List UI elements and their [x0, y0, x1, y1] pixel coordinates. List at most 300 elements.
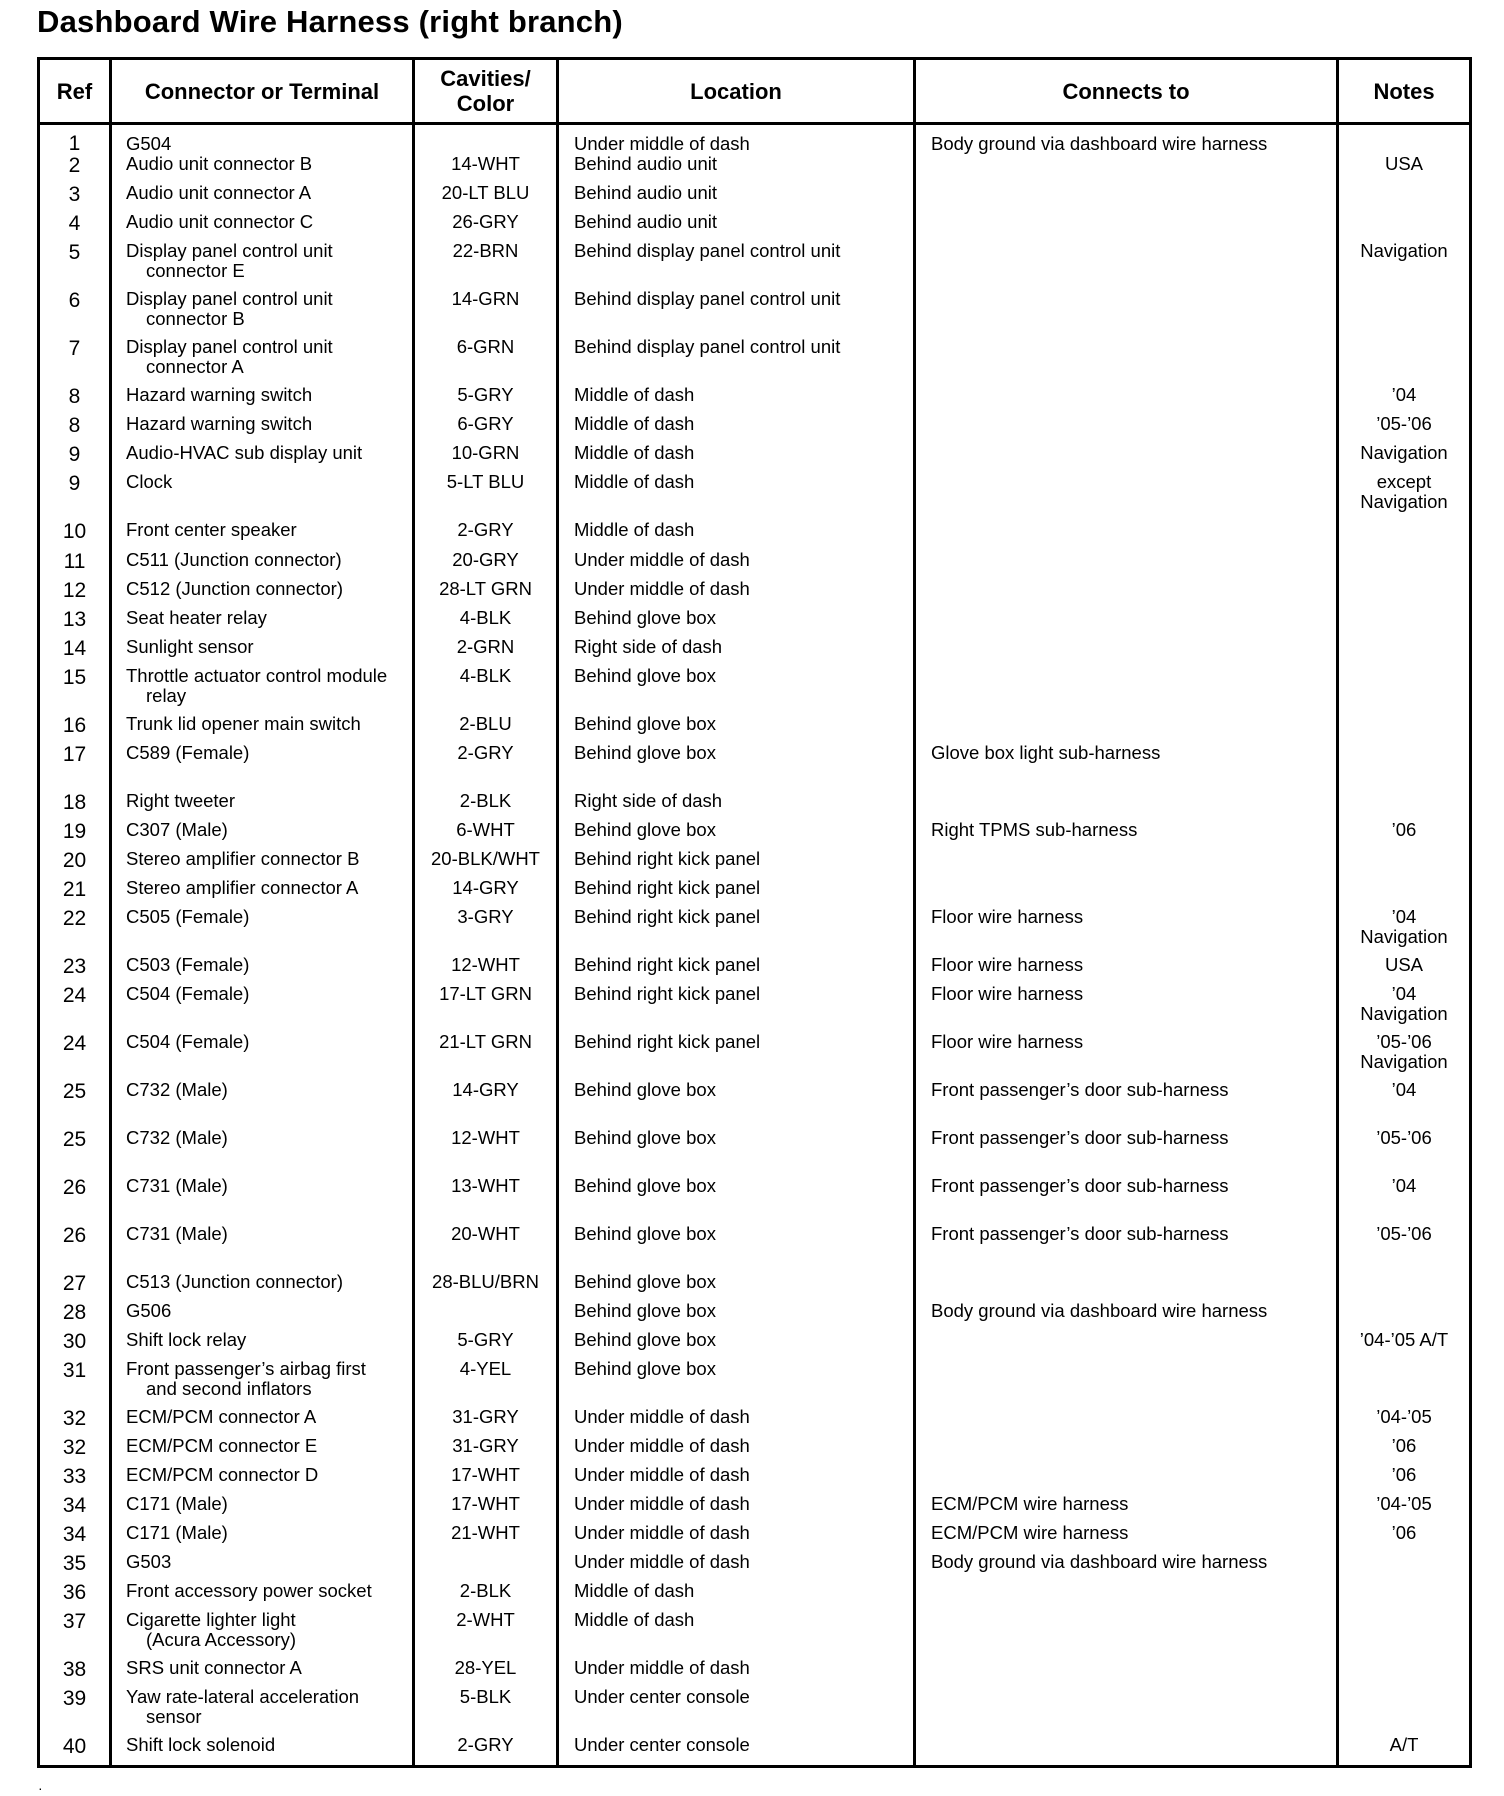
cell-cavities-color: 2-BLK: [414, 1581, 558, 1610]
connector-text-line: C512 (Junction connector): [126, 578, 343, 599]
cell-connector: [111, 385, 414, 414]
cell-cavities-color: 31-GRY: [414, 1407, 558, 1436]
cell-ref: 14: [39, 637, 111, 666]
cell-cavities-color: 28-BLU/BRN: [414, 1272, 558, 1301]
notes-text-line: Navigation: [1360, 491, 1448, 512]
cell-connector: [111, 337, 414, 385]
cell-cavities-color: 20-LT BLU: [414, 183, 558, 212]
table-row: [39, 183, 1471, 212]
cell-cavities-color: 5-GRY: [414, 385, 558, 414]
cell-notes: [1338, 1080, 1471, 1128]
notes-text-line: USA: [1384, 954, 1424, 975]
notes-text-line: Navigation: [1360, 1051, 1448, 1072]
cell-ref: 33: [39, 1465, 111, 1494]
cell-cavities-color: 2-WHT: [414, 1610, 558, 1658]
cell-location: Behind display panel control unit: [558, 241, 915, 289]
cell-ref: 9: [39, 443, 111, 472]
cell-connector: [111, 714, 414, 743]
cell-connector: [111, 472, 414, 520]
table-row: [39, 385, 1471, 414]
table-row: [39, 1610, 1471, 1658]
harness-table: [37, 57, 1472, 1768]
cell-cavities-color: 3-GRY: [414, 907, 558, 955]
cell-connects-to: [915, 154, 1338, 183]
cell-cavities-color: 2-GRY: [414, 743, 558, 791]
cell-location: Behind display panel control unit: [558, 337, 915, 385]
cell-cavities-color: 6-GRN: [414, 337, 558, 385]
connector-text-line: connector B: [146, 308, 245, 329]
connector-text-line: Clock: [126, 471, 173, 492]
cell-connects-to: [915, 1687, 1338, 1735]
cell-notes: [1338, 637, 1471, 666]
table-row: [39, 1359, 1471, 1407]
cell-connects-to: Body ground via dashboard wire harness: [915, 124, 1338, 155]
cell-ref: 40: [39, 1735, 111, 1767]
table-row: [39, 212, 1471, 241]
cell-ref: 6: [39, 289, 111, 337]
cell-connector: [111, 212, 414, 241]
table-row: [39, 289, 1471, 337]
cell-connector: [111, 1581, 414, 1610]
cell-connector: [111, 124, 414, 155]
cell-notes: [1338, 1581, 1471, 1610]
cell-connector: [111, 1224, 414, 1272]
cell-location: Middle of dash: [558, 1581, 915, 1610]
cell-notes: [1338, 579, 1471, 608]
connector-text-line: Audio-HVAC sub display unit: [126, 442, 363, 463]
cell-connector: [111, 1330, 414, 1359]
cell-location: Behind right kick panel: [558, 878, 915, 907]
notes-text-line: ’05-’06: [1376, 1031, 1432, 1052]
notes-text-line: Navigation: [1360, 926, 1448, 947]
cell-ref: 38: [39, 1658, 111, 1687]
table-row: [39, 820, 1471, 849]
cell-notes: [1338, 241, 1471, 289]
cell-location: Under center console: [558, 1687, 915, 1735]
table-row: [39, 714, 1471, 743]
cell-notes: [1338, 791, 1471, 820]
connector-text-line: Display panel control unit: [126, 336, 333, 357]
cell-ref: 22: [39, 907, 111, 955]
cell-connector: [111, 878, 414, 907]
cell-connects-to: [915, 337, 1338, 385]
table-row: [39, 1032, 1471, 1080]
cell-notes: [1338, 1407, 1471, 1436]
cell-cavities-color: 2-GRY: [414, 1735, 558, 1767]
cell-cavities-color: 5-LT BLU: [414, 472, 558, 520]
header-cavities: [414, 59, 558, 124]
cell-connector: [111, 241, 414, 289]
cell-connector: [111, 550, 414, 579]
cell-notes: [1338, 878, 1471, 907]
cell-location: Under middle of dash: [558, 550, 915, 579]
connector-text-line: C504 (Female): [126, 1031, 250, 1052]
table-row: [39, 1581, 1471, 1610]
notes-text-line: ’04-’05: [1376, 1493, 1432, 1514]
cell-location: Right side of dash: [558, 637, 915, 666]
header-cavities-line1: Cavities/: [440, 66, 531, 91]
cell-connects-to: [915, 241, 1338, 289]
connector-text-line: C503 (Female): [126, 954, 250, 975]
notes-text-line: ’04-’05: [1376, 1406, 1432, 1427]
cell-connector: [111, 666, 414, 714]
cell-cavities-color: 4-BLK: [414, 666, 558, 714]
connector-text-line: (Acura Accessory): [146, 1629, 297, 1650]
cell-ref: 25: [39, 1128, 111, 1176]
table-row: [39, 1494, 1471, 1523]
connector-text-line: Display panel control unit: [126, 288, 333, 309]
table-row: [39, 1523, 1471, 1552]
cell-connector: [111, 637, 414, 666]
cell-notes: [1338, 1735, 1471, 1767]
cell-connects-to: [915, 791, 1338, 820]
cell-location: Middle of dash: [558, 414, 915, 443]
cell-cavities-color: 2-GRY: [414, 520, 558, 550]
cell-connector: [111, 520, 414, 550]
cell-ref: 34: [39, 1494, 111, 1523]
connector-text-line: Seat heater relay: [126, 607, 267, 628]
connector-text-line: G504: [126, 133, 172, 154]
cell-notes: [1338, 385, 1471, 414]
cell-cavities-color: 21-WHT: [414, 1523, 558, 1552]
notes-text-line: except: [1376, 471, 1432, 492]
cell-notes: [1338, 1523, 1471, 1552]
cell-connects-to: [915, 1436, 1338, 1465]
cell-cavities-color: 2-GRN: [414, 637, 558, 666]
cell-location: Behind glove box: [558, 1128, 915, 1176]
cell-connects-to: [915, 878, 1338, 907]
cell-location: Behind glove box: [558, 743, 915, 791]
cell-connector: [111, 1272, 414, 1301]
cell-connects-to: [915, 1581, 1338, 1610]
cell-connector: [111, 414, 414, 443]
cell-cavities-color: 20-WHT: [414, 1224, 558, 1272]
table-row: [39, 743, 1471, 791]
cell-ref: 20: [39, 849, 111, 878]
cell-cavities-color: 4-BLK: [414, 608, 558, 637]
table-row: [39, 1552, 1471, 1581]
table-row: [39, 1735, 1471, 1767]
connector-text-line: Audio unit connector C: [126, 211, 314, 232]
cell-location: Under middle of dash: [558, 124, 915, 155]
cell-connects-to: [915, 666, 1338, 714]
cell-notes: [1338, 183, 1471, 212]
notes-text-line: ’04: [1391, 1079, 1417, 1100]
notes-text-line: ’04-’05 A/T: [1359, 1329, 1449, 1350]
table-row: [39, 955, 1471, 984]
cell-notes: [1338, 1032, 1471, 1080]
cell-ref: 12: [39, 579, 111, 608]
cell-location: Behind glove box: [558, 1080, 915, 1128]
table-row: [39, 1128, 1471, 1176]
header-notes: Notes: [1338, 59, 1471, 124]
cell-cavities-color: 10-GRN: [414, 443, 558, 472]
cell-ref: 25: [39, 1080, 111, 1128]
cell-notes: [1338, 520, 1471, 550]
cell-connector: [111, 1658, 414, 1687]
cell-connector: [111, 1128, 414, 1176]
cell-connects-to: [915, 1465, 1338, 1494]
cell-location: Under middle of dash: [558, 1436, 915, 1465]
cell-cavities-color: 21-LT GRN: [414, 1032, 558, 1080]
cell-location: Middle of dash: [558, 520, 915, 550]
connector-text-line: Audio unit connector B: [126, 153, 313, 174]
table-row: [39, 791, 1471, 820]
cell-connects-to: Glove box light sub-harness: [915, 743, 1338, 791]
connector-text-line: Yaw rate-lateral acceleration: [126, 1686, 360, 1707]
cell-location: Behind glove box: [558, 1359, 915, 1407]
cell-connects-to: Body ground via dashboard wire harness: [915, 1552, 1338, 1581]
cell-notes: [1338, 608, 1471, 637]
page-corner-mark: ·: [38, 1780, 43, 1796]
cell-cavities-color: 14-GRN: [414, 289, 558, 337]
cell-location: Under center console: [558, 1735, 915, 1767]
connector-text-line: Cigarette lighter light: [126, 1609, 296, 1630]
table-row: [39, 472, 1471, 520]
connector-text-line: Front center speaker: [126, 519, 297, 540]
cell-connector: [111, 1301, 414, 1330]
connector-text-line: C732 (Male): [126, 1127, 228, 1148]
cell-ref: 35: [39, 1552, 111, 1581]
table-row: [39, 1224, 1471, 1272]
cell-ref: 1: [39, 124, 111, 155]
cell-connector: [111, 820, 414, 849]
cell-ref: 5: [39, 241, 111, 289]
connector-text-line: Front passenger’s airbag first: [126, 1358, 366, 1379]
cell-notes: [1338, 1465, 1471, 1494]
cell-cavities-color: 5-GRY: [414, 1330, 558, 1359]
cell-ref: 10: [39, 520, 111, 550]
cell-cavities-color: 13-WHT: [414, 1176, 558, 1224]
connector-text-line: Hazard warning switch: [126, 413, 313, 434]
cell-ref: 26: [39, 1176, 111, 1224]
connector-text-line: ECM/PCM connector A: [126, 1406, 317, 1427]
cell-location: Behind glove box: [558, 1301, 915, 1330]
cell-notes: [1338, 289, 1471, 337]
cell-location: Behind glove box: [558, 714, 915, 743]
table-row: [39, 154, 1471, 183]
cell-ref: 19: [39, 820, 111, 849]
cell-ref: 32: [39, 1407, 111, 1436]
connector-text-line: relay: [146, 685, 187, 706]
cell-notes: [1338, 1552, 1471, 1581]
table-row: [39, 849, 1471, 878]
cell-location: Under middle of dash: [558, 1494, 915, 1523]
cell-connector: [111, 1494, 414, 1523]
cell-connects-to: ECM/PCM wire harness: [915, 1494, 1338, 1523]
cell-connects-to: [915, 414, 1338, 443]
cell-location: Behind audio unit: [558, 183, 915, 212]
cell-cavities-color: 12-WHT: [414, 955, 558, 984]
cell-ref: 32: [39, 1436, 111, 1465]
cell-cavities-color: 2-BLK: [414, 791, 558, 820]
cell-location: Under middle of dash: [558, 1523, 915, 1552]
cell-connector: [111, 154, 414, 183]
cell-notes: [1338, 1494, 1471, 1523]
connector-text-line: C171 (Male): [126, 1522, 228, 1543]
cell-notes: [1338, 443, 1471, 472]
cell-connector: [111, 984, 414, 1032]
cell-cavities-color: 17-LT GRN: [414, 984, 558, 1032]
cell-ref: 16: [39, 714, 111, 743]
cell-notes: [1338, 820, 1471, 849]
cell-notes: [1338, 154, 1471, 183]
cell-location: Behind glove box: [558, 1272, 915, 1301]
cell-cavities-color: 4-YEL: [414, 1359, 558, 1407]
cell-connector: [111, 1080, 414, 1128]
cell-notes: [1338, 743, 1471, 791]
cell-notes: [1338, 212, 1471, 241]
cell-connects-to: [915, 579, 1338, 608]
cell-cavities-color: 17-WHT: [414, 1494, 558, 1523]
cell-ref: 13: [39, 608, 111, 637]
cell-cavities-color: [414, 124, 558, 155]
connector-text-line: connector E: [146, 260, 245, 281]
cell-location: Behind right kick panel: [558, 955, 915, 984]
cell-connects-to: [915, 1330, 1338, 1359]
notes-text-line: ’05-’06: [1376, 1223, 1432, 1244]
cell-connects-to: [915, 637, 1338, 666]
cell-connector: [111, 1407, 414, 1436]
connector-text-line: SRS unit connector A: [126, 1657, 302, 1678]
cell-ref: 4: [39, 212, 111, 241]
cell-connector: [111, 1523, 414, 1552]
notes-text-line: A/T: [1389, 1734, 1419, 1755]
cell-location: Behind right kick panel: [558, 907, 915, 955]
connector-text-line: C505 (Female): [126, 906, 250, 927]
cell-ref: 2: [39, 154, 111, 183]
connector-text-line: C511 (Junction connector): [126, 549, 342, 570]
cell-connects-to: Floor wire harness: [915, 907, 1338, 955]
cell-cavities-color: 14-WHT: [414, 154, 558, 183]
notes-text-line: ’04: [1391, 1175, 1417, 1196]
cell-location: Behind audio unit: [558, 154, 915, 183]
table-row: [39, 124, 1471, 155]
cell-connector: [111, 1687, 414, 1735]
cell-notes: [1338, 1224, 1471, 1272]
table-row: [39, 1658, 1471, 1687]
cell-ref: 28: [39, 1301, 111, 1330]
cell-connector: [111, 579, 414, 608]
cell-location: Middle of dash: [558, 443, 915, 472]
cell-location: Behind right kick panel: [558, 849, 915, 878]
cell-location: Under middle of dash: [558, 1658, 915, 1687]
connector-text-line: C732 (Male): [126, 1079, 228, 1100]
cell-ref: 11: [39, 550, 111, 579]
connector-text-line: Display panel control unit: [126, 240, 333, 261]
table-row: [39, 520, 1471, 550]
cell-cavities-color: [414, 1552, 558, 1581]
cell-connector: [111, 289, 414, 337]
cell-cavities-color: 14-GRY: [414, 878, 558, 907]
cell-location: Under middle of dash: [558, 1552, 915, 1581]
cell-ref: 34: [39, 1523, 111, 1552]
cell-notes: [1338, 1359, 1471, 1407]
cell-connector: [111, 183, 414, 212]
connector-text-line: Front accessory power socket: [126, 1580, 372, 1601]
cell-ref: 23: [39, 955, 111, 984]
cell-connects-to: Body ground via dashboard wire harness: [915, 1301, 1338, 1330]
header-ref: Ref: [39, 59, 111, 124]
connector-text-line: C307 (Male): [126, 819, 228, 840]
cell-location: Behind glove box: [558, 1176, 915, 1224]
cell-connects-to: Front passenger’s door sub-harness: [915, 1224, 1338, 1272]
cell-location: Under middle of dash: [558, 1465, 915, 1494]
cell-cavities-color: 5-BLK: [414, 1687, 558, 1735]
cell-connector: [111, 955, 414, 984]
cell-connector: [111, 1465, 414, 1494]
cell-cavities-color: 2-BLU: [414, 714, 558, 743]
cell-connects-to: Floor wire harness: [915, 1032, 1338, 1080]
connector-text-line: Hazard warning switch: [126, 384, 313, 405]
table-row: [39, 550, 1471, 579]
table-header-row: [39, 59, 1471, 124]
page-title: Dashboard Wire Harness (right branch): [37, 4, 623, 39]
connector-text-line: Right tweeter: [126, 790, 235, 811]
cell-notes: [1338, 1128, 1471, 1176]
cell-connects-to: [915, 212, 1338, 241]
cell-connector: [111, 849, 414, 878]
cell-connector: [111, 1032, 414, 1080]
table-row: [39, 907, 1471, 955]
cell-ref: 30: [39, 1330, 111, 1359]
cell-ref: 3: [39, 183, 111, 212]
cell-location: Behind glove box: [558, 608, 915, 637]
cell-connects-to: [915, 1658, 1338, 1687]
connector-text-line: connector A: [146, 356, 244, 377]
table-row: [39, 443, 1471, 472]
cell-notes: [1338, 337, 1471, 385]
cell-connector: [111, 443, 414, 472]
cell-connector: [111, 1735, 414, 1767]
cell-notes: [1338, 714, 1471, 743]
cell-connects-to: [915, 1610, 1338, 1658]
cell-notes: [1338, 1301, 1471, 1330]
connector-text-line: Audio unit connector A: [126, 182, 312, 203]
header-cavities-line2: Color: [456, 91, 515, 116]
cell-ref: 9: [39, 472, 111, 520]
cell-location: Behind display panel control unit: [558, 289, 915, 337]
cell-location: Under middle of dash: [558, 579, 915, 608]
cell-cavities-color: 20-BLK/WHT: [414, 849, 558, 878]
table-row: [39, 579, 1471, 608]
connector-text-line: C589 (Female): [126, 742, 250, 763]
cell-location: Under middle of dash: [558, 1407, 915, 1436]
cell-cavities-color: 31-GRY: [414, 1436, 558, 1465]
cell-ref: 8: [39, 414, 111, 443]
cell-cavities-color: 14-GRY: [414, 1080, 558, 1128]
cell-notes: [1338, 666, 1471, 714]
cell-connects-to: Floor wire harness: [915, 955, 1338, 984]
header-connector: Connector or Terminal: [111, 59, 414, 124]
cell-cavities-color: 26-GRY: [414, 212, 558, 241]
connector-text-line: C513 (Junction connector): [126, 1271, 343, 1292]
cell-connects-to: [915, 385, 1338, 414]
table-row: [39, 1301, 1471, 1330]
table-row: [39, 1330, 1471, 1359]
connector-text-line: Throttle actuator control module: [126, 665, 388, 686]
connector-text-line: Shift lock solenoid: [126, 1734, 276, 1755]
cell-location: Behind audio unit: [558, 212, 915, 241]
cell-ref: 7: [39, 337, 111, 385]
cell-connects-to: [915, 1272, 1338, 1301]
notes-text-line: ’06: [1391, 1522, 1417, 1543]
cell-connects-to: Floor wire harness: [915, 984, 1338, 1032]
cell-connects-to: Front passenger’s door sub-harness: [915, 1128, 1338, 1176]
connector-text-line: ECM/PCM connector D: [126, 1464, 319, 1485]
connector-text-line: ECM/PCM connector E: [126, 1435, 318, 1456]
cell-location: Middle of dash: [558, 1610, 915, 1658]
